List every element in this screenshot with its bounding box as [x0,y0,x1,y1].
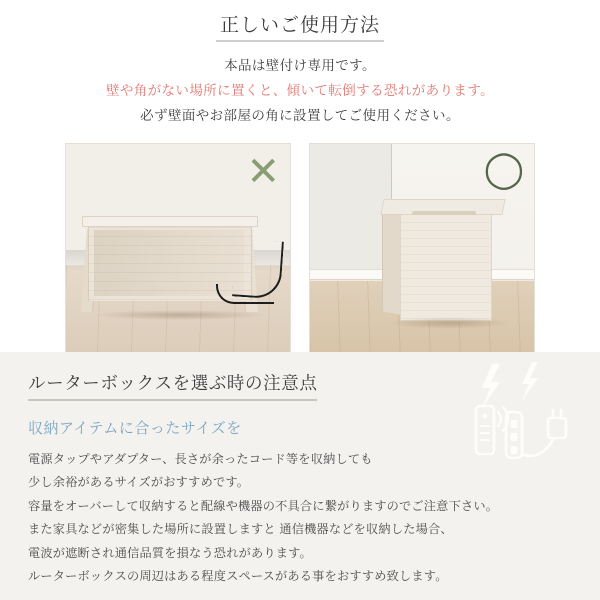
ok-photo [309,143,535,365]
cross-mark-icon: ✕ [246,148,280,195]
box-floor-shadow [92,310,268,320]
box-lid-slot [412,211,477,215]
body-line-3: 容量をオーバーして収納すると配線や機器の不具合に繋がりますのでご注意下さい。 [28,498,499,513]
lead-line-3: 必ず壁面やお部屋の角に設置してご使用ください。 [140,107,460,123]
photo-comparison [0,143,600,365]
box-top-panel [82,216,258,227]
ok-left-wall [310,144,391,280]
selection-notes-section [0,352,600,600]
lead-line-1: 本品は壁付け専用です。 [224,58,376,73]
main-title-wrap [0,0,600,42]
section-heading: 収納アイテムに合ったサイズを [28,420,242,437]
router-box-upright [382,199,504,325]
box-side-panel [382,207,401,315]
ng-photo [65,143,291,365]
circle-mark-icon: ◯ [483,148,524,190]
box-front-panel [400,213,492,321]
lead-text-block [0,54,600,129]
power-cable-tail-icon [216,284,274,304]
page-title: 正しいご使用方法 [216,10,384,42]
body-line-6: ルーターボックスの周辺はある程度スペースがある事をおすすめ致します。 [28,569,448,584]
lead-line-2-warning: 壁や角がない場所に置くと、傾いて転倒する恐れがあります。 [105,82,495,98]
body-line-2: 少し余裕があるサイズがおすすめです。 [28,475,250,490]
body-line-4: また家具などが密集した場所に設置しますと 通信機器などを収納した場合、 [28,522,453,537]
box-floor-shadow [388,317,510,329]
body-line-5: 電波が遮断され通信品質を損なう恐れがあります。 [28,545,312,560]
section-title: ルーターボックスを選ぶ時の注意点 [28,370,317,401]
body-line-1: 電源タップやアダプター、長さが余ったコード等を収納しても [28,452,373,466]
router-and-plug-icon [462,362,582,482]
